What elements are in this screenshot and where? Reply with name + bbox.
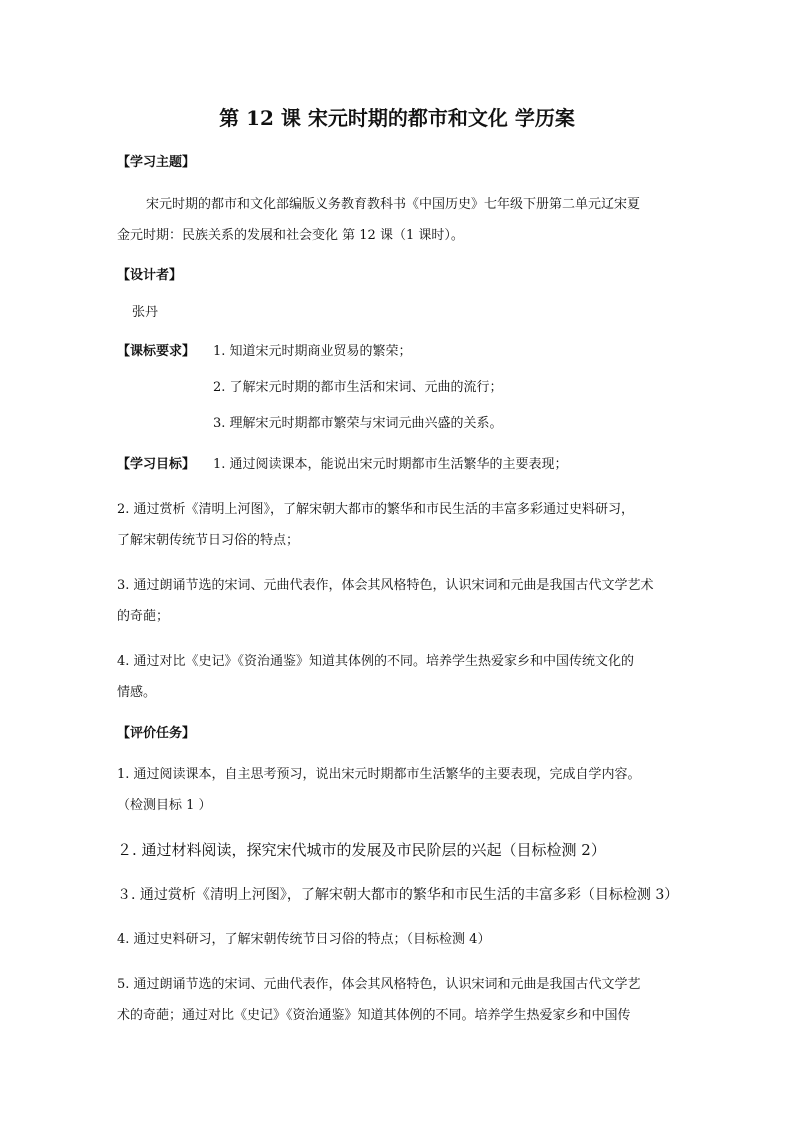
standards-heading: 【课标要求】: [117, 344, 196, 359]
objectives-line-3: 3. 通过朗诵节选的宋词、元曲代表作，体会其风格特色，认识宋词和元曲是我国古代文学艺术: [117, 578, 654, 593]
page-title: 第 12 课 宋元时期的都市和文化 学历案: [219, 106, 575, 130]
tasks-line-6: 5. 通过朗诵节选的宋词、元曲代表作，体会其风格特色，认识宋词和元曲是我国古代文学艺: [117, 977, 641, 992]
designer-heading: 【设计者】: [117, 268, 183, 283]
designer-name: 张丹: [132, 305, 159, 320]
standards-item-3: 3. 理解宋元时期都市繁荣与宋词元曲兴盛的关系。: [213, 416, 503, 431]
tasks-line-4: ３. 通过赏析《清明上河图》，了解宋朝大都市的繁华和市民生活的丰富多彩（目标检测 3）: [117, 887, 679, 903]
topic-line-1: 宋元时期的都市和文化部编版义务教育教科书《中国历史》七年级下册第二单元辽宋夏: [146, 197, 641, 212]
tasks-line-2: （检测目标 1 ）: [117, 798, 212, 813]
tasks-line-5: 4. 通过史料研习，了解宋朝传统节日习俗的特点；（目标检测 4）: [117, 932, 491, 947]
objectives-item-1: 1. 通过阅读课本，能说出宋元时期都市生活繁华的主要表现；: [213, 457, 568, 472]
standards-item-2: 2. 了解宋元时期的都市生活和宋词、元曲的流行；: [213, 380, 503, 395]
objectives-line-5: 4. 通过对比《史记》《资治通鉴》知道其体例的不同。培养学生热爱家乡和中国传统文化的: [117, 654, 635, 669]
tasks-line-1: 1. 通过阅读课本，自主思考预习，说出宋元时期都市生活繁华的主要表现，完成自学内容。: [117, 767, 641, 782]
topic-line-2: 金元时期：民族关系的发展和社会变化 第 12 课（1 课时）。: [117, 228, 464, 243]
objectives-line-4: 的奇葩；: [117, 609, 170, 624]
topic-heading: 【学习主题】: [117, 155, 196, 170]
objectives-heading: 【学习目标】: [117, 457, 196, 472]
objectives-line-1: 2. 通过赏析《清明上河图》，了解宋朝大都市的繁华和市民生活的丰富多彩通过史料研习，: [117, 502, 635, 517]
tasks-heading: 【评价任务】: [117, 726, 196, 741]
tasks-line-3: ２. 通过材料阅读，探究宋代城市的发展及市民阶层的兴起（目标检测 2）: [117, 841, 606, 859]
standards-item-1: 1. 知道宋元时期商业贸易的繁荣；: [213, 344, 412, 359]
objectives-line-2: 了解宋朝传统节日习俗的特点；: [117, 533, 300, 548]
objectives-line-6: 情感。: [117, 685, 157, 700]
tasks-line-7: 术的奇葩；通过对比《史记》《资治通鉴》知道其体例的不同。培养学生热爱家乡和中国传: [117, 1008, 631, 1023]
